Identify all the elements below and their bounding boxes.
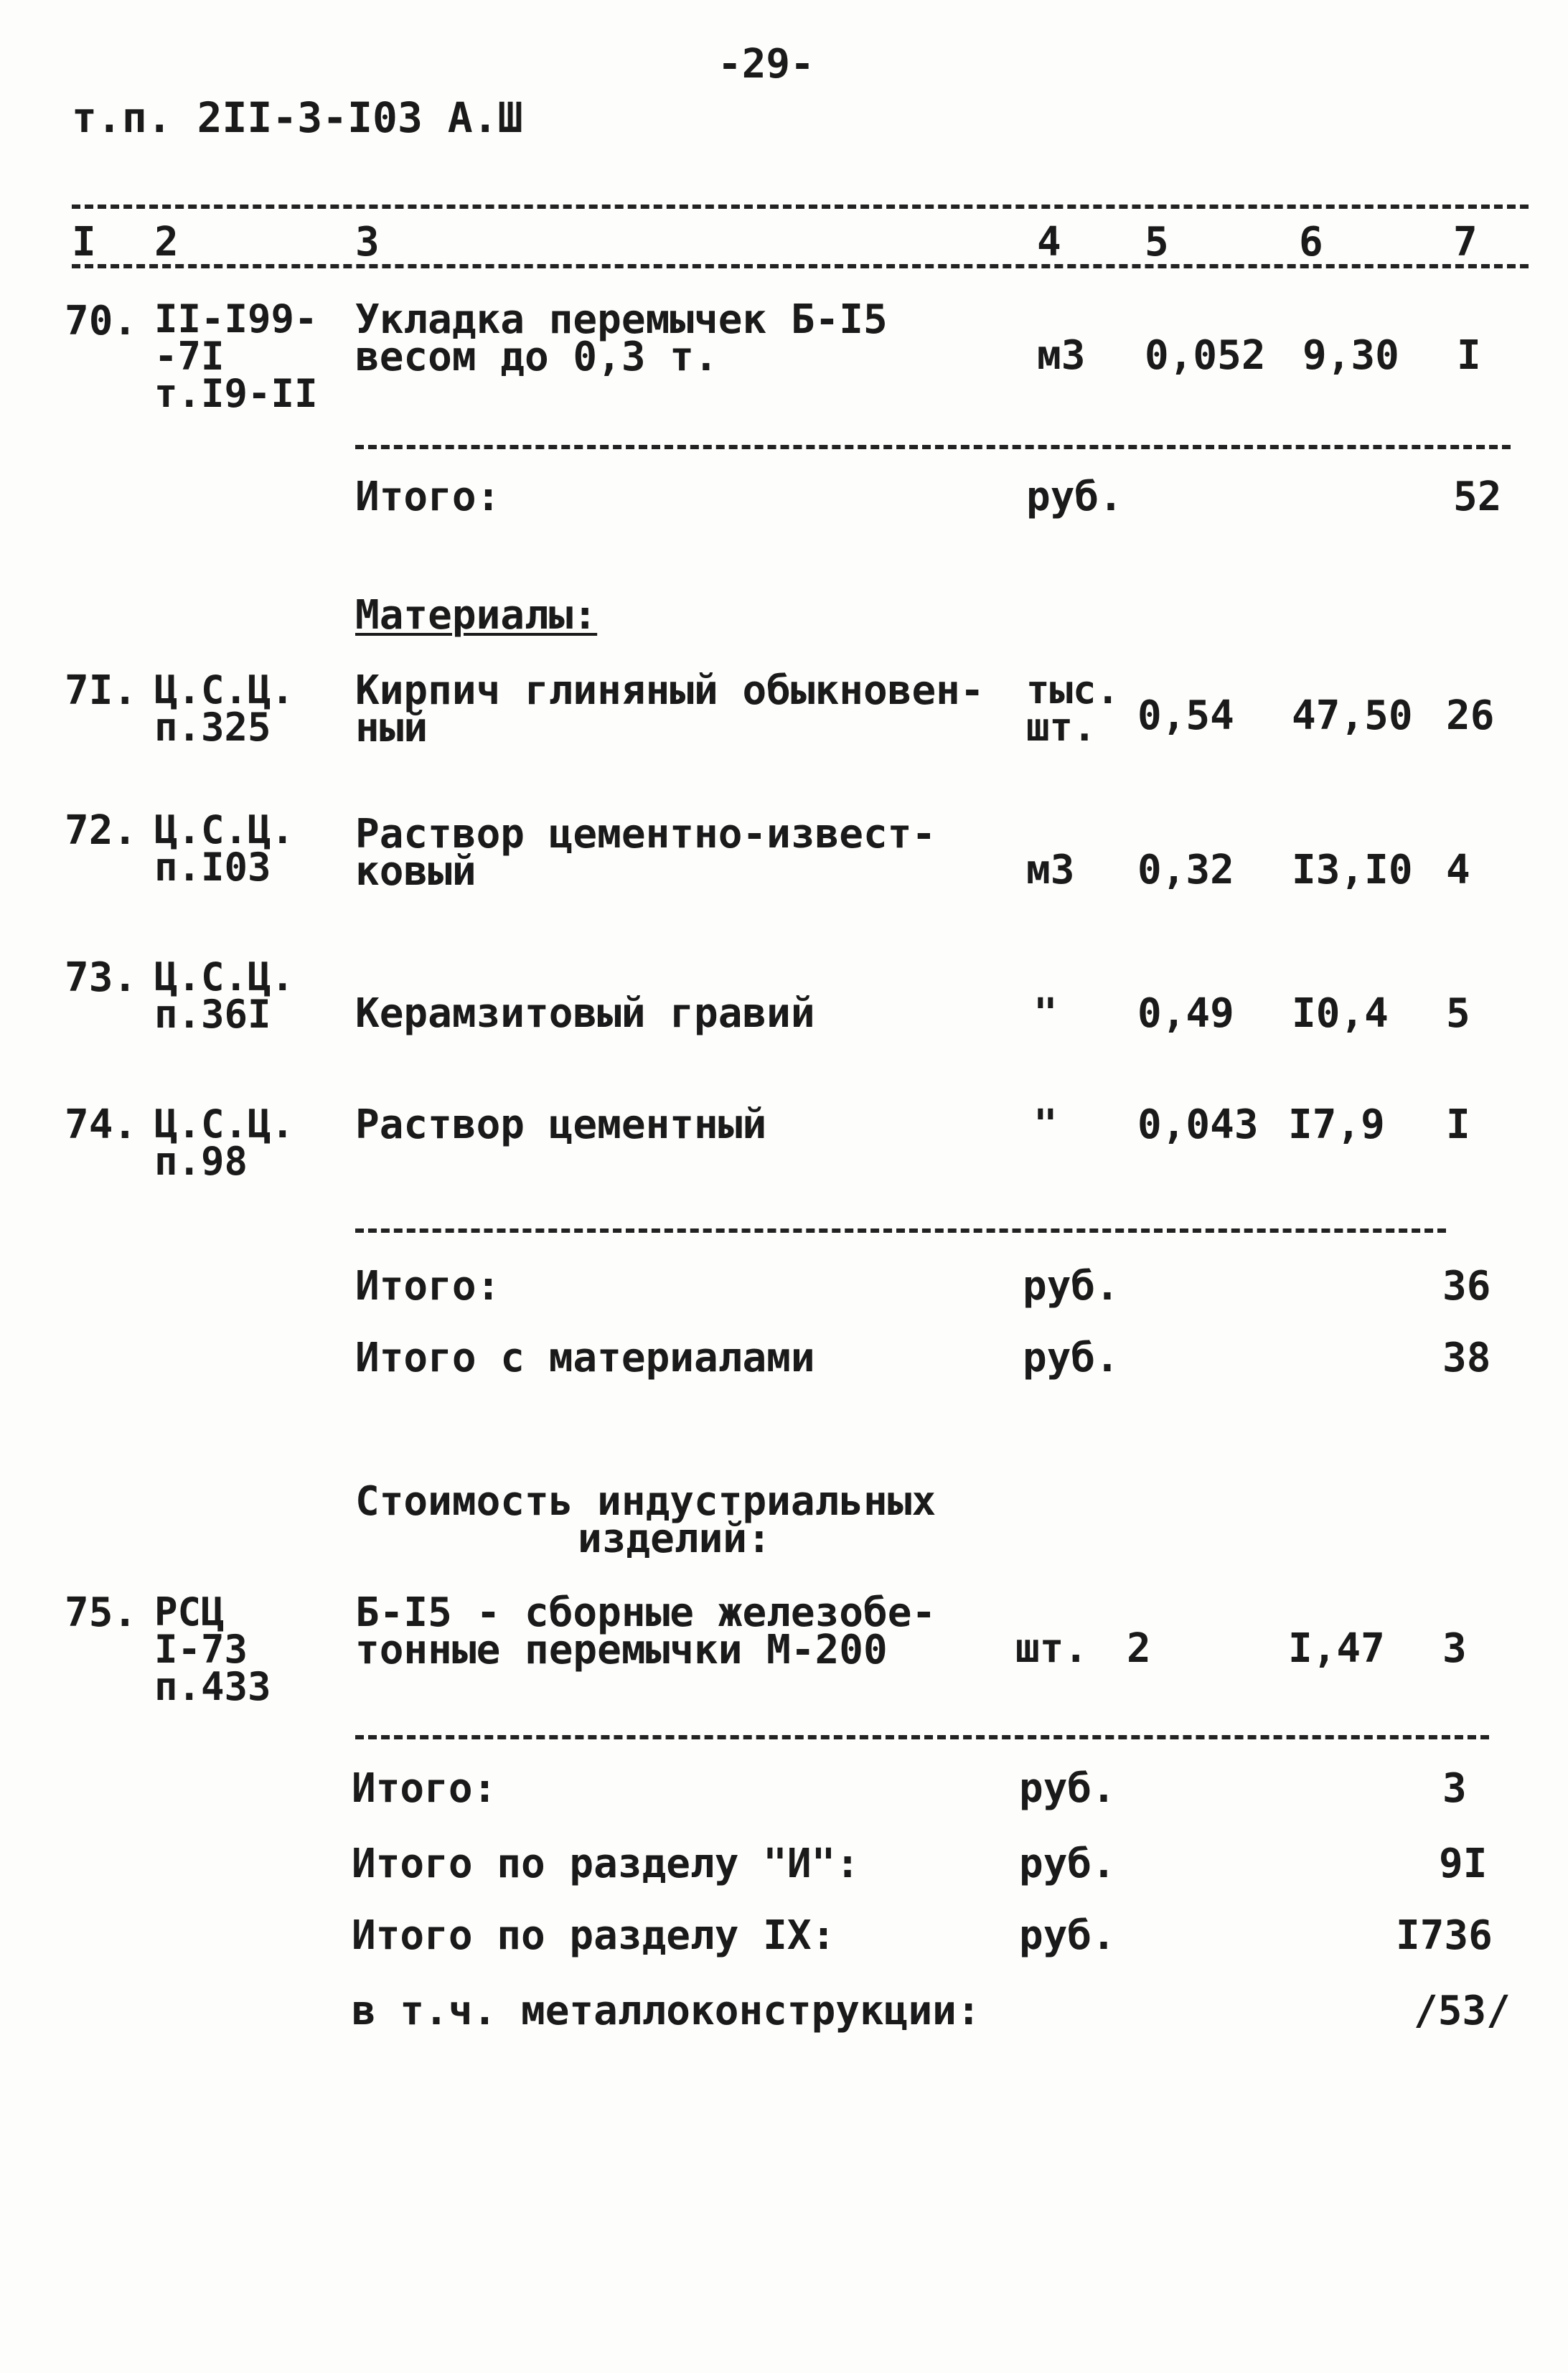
row-code-line: -7I (154, 334, 225, 379)
section-rule (355, 1735, 1489, 1739)
row-number: 72. (65, 807, 138, 854)
row-description-line: Керамзитовый гравий (355, 990, 815, 1037)
row-number: 74. (65, 1101, 138, 1148)
row-code-line: РСЦ (154, 1589, 225, 1635)
document-code: т.п. 2II-3-I03 А.Ш (72, 93, 523, 142)
subtotal-label: Итого: (355, 1263, 501, 1310)
section-total-unit: руб. (1019, 1912, 1116, 1959)
section-total-value: 9I (1439, 1841, 1488, 1887)
col-header-2: 2 (154, 219, 179, 266)
page-number: -29- (718, 41, 814, 88)
row-total: I (1446, 1101, 1470, 1148)
row-quantity: 2 (1127, 1625, 1151, 1672)
row-quantity: 0,32 (1137, 847, 1234, 893)
row-code-line: Ц.С.Ц. (154, 954, 295, 1000)
row-quantity: 0,49 (1137, 990, 1234, 1037)
row-code-line: т.I9-II (154, 371, 318, 416)
subtotal-value: 3 (1442, 1765, 1467, 1812)
row-price: I3,I0 (1292, 847, 1413, 893)
row-unit: м3 (1037, 332, 1086, 379)
section-total-label: Итого по разделу "И": (352, 1841, 860, 1887)
row-number: 70. (65, 298, 138, 344)
col-header-7: 7 (1453, 219, 1478, 266)
row-unit: м3 (1026, 847, 1075, 893)
row-description-line: Раствор цементно-извест- (355, 811, 936, 857)
row-code-line: Ц.С.Ц. (154, 1101, 295, 1147)
row-description-line: Б-I5 - сборные железобе- (355, 1589, 936, 1636)
row-quantity: 0,043 (1137, 1101, 1259, 1148)
row-code-line: п.433 (154, 1664, 271, 1709)
row-price: I7,9 (1288, 1101, 1385, 1148)
row-price: 9,30 (1302, 332, 1399, 379)
metal-structures-label: в т.ч. металлоконструкции: (352, 1988, 981, 2034)
row-number: 75. (65, 1589, 138, 1636)
subtotal-label: Итого с материалами (355, 1335, 815, 1381)
industrial-heading-line: Стоимость индустриальных (355, 1478, 936, 1525)
subtotal-value: 36 (1442, 1263, 1491, 1310)
subtotal-unit: руб. (1023, 1335, 1119, 1381)
row-total: 5 (1446, 990, 1470, 1037)
row-unit: " (1033, 1101, 1058, 1148)
header-bottom-rule (72, 264, 1529, 268)
row-description-line: ный (355, 705, 428, 751)
row-number: 7I. (65, 667, 138, 714)
subtotal-value: 52 (1453, 474, 1502, 520)
section-rule (355, 445, 1511, 449)
row-description-line: тонные перемычки М-200 (355, 1627, 888, 1673)
row-unit-line: шт. (1026, 705, 1097, 750)
row-code-line: Ц.С.Ц. (154, 667, 295, 713)
row-code-line: Ц.С.Ц. (154, 807, 295, 852)
row-code-line: п.36I (154, 992, 271, 1037)
section-total-value: I736 (1396, 1912, 1493, 1959)
row-price: I0,4 (1292, 990, 1389, 1037)
materials-heading: Материалы: (355, 592, 598, 639)
col-header-3: 3 (355, 219, 380, 266)
subtotal-unit: руб. (1026, 474, 1123, 520)
row-description-line: ковый (355, 848, 476, 895)
section-total-label: Итого по разделу IX: (352, 1912, 836, 1959)
row-unit: шт. (1015, 1625, 1089, 1672)
header-top-rule (72, 205, 1529, 209)
subtotal-unit: руб. (1023, 1263, 1119, 1310)
row-description-line: Кирпич глиняный обыкновен- (355, 667, 985, 714)
row-number: 73. (65, 954, 138, 1001)
row-quantity: 0,54 (1137, 692, 1234, 739)
subtotal-label: Итого: (352, 1765, 497, 1812)
row-total: 3 (1442, 1625, 1467, 1672)
col-header-6: 6 (1299, 219, 1323, 266)
subtotal-unit: руб. (1019, 1765, 1116, 1812)
row-price: I,47 (1288, 1625, 1385, 1672)
section-total-unit: руб. (1019, 1841, 1116, 1887)
row-description-line: Укладка перемычек Б-I5 (355, 296, 888, 343)
col-header-1: I (72, 219, 96, 266)
row-description-line: весом до 0,3 т. (355, 334, 718, 380)
row-total: 4 (1446, 847, 1470, 893)
metal-structures-value: /53/ (1414, 1988, 1511, 2034)
row-unit-line: тыс. (1026, 667, 1120, 713)
subtotal-value: 38 (1442, 1335, 1491, 1381)
row-total: I (1457, 332, 1481, 379)
section-rule (355, 1228, 1446, 1233)
col-header-4: 4 (1037, 219, 1061, 266)
row-code-line: II-I99- (154, 296, 318, 342)
row-price: 47,50 (1292, 692, 1413, 739)
row-quantity: 0,052 (1145, 332, 1266, 379)
row-code-line: п.98 (154, 1139, 248, 1184)
industrial-heading-line: изделий: (578, 1516, 771, 1562)
row-unit: " (1033, 990, 1058, 1037)
row-code-line: п.325 (154, 705, 271, 750)
row-code-line: I-73 (154, 1627, 248, 1672)
row-code-line: п.I03 (154, 845, 271, 890)
row-description-line: Раствор цементный (355, 1101, 767, 1148)
col-header-5: 5 (1145, 219, 1169, 266)
subtotal-label: Итого: (355, 474, 501, 520)
row-total: 26 (1446, 692, 1495, 739)
